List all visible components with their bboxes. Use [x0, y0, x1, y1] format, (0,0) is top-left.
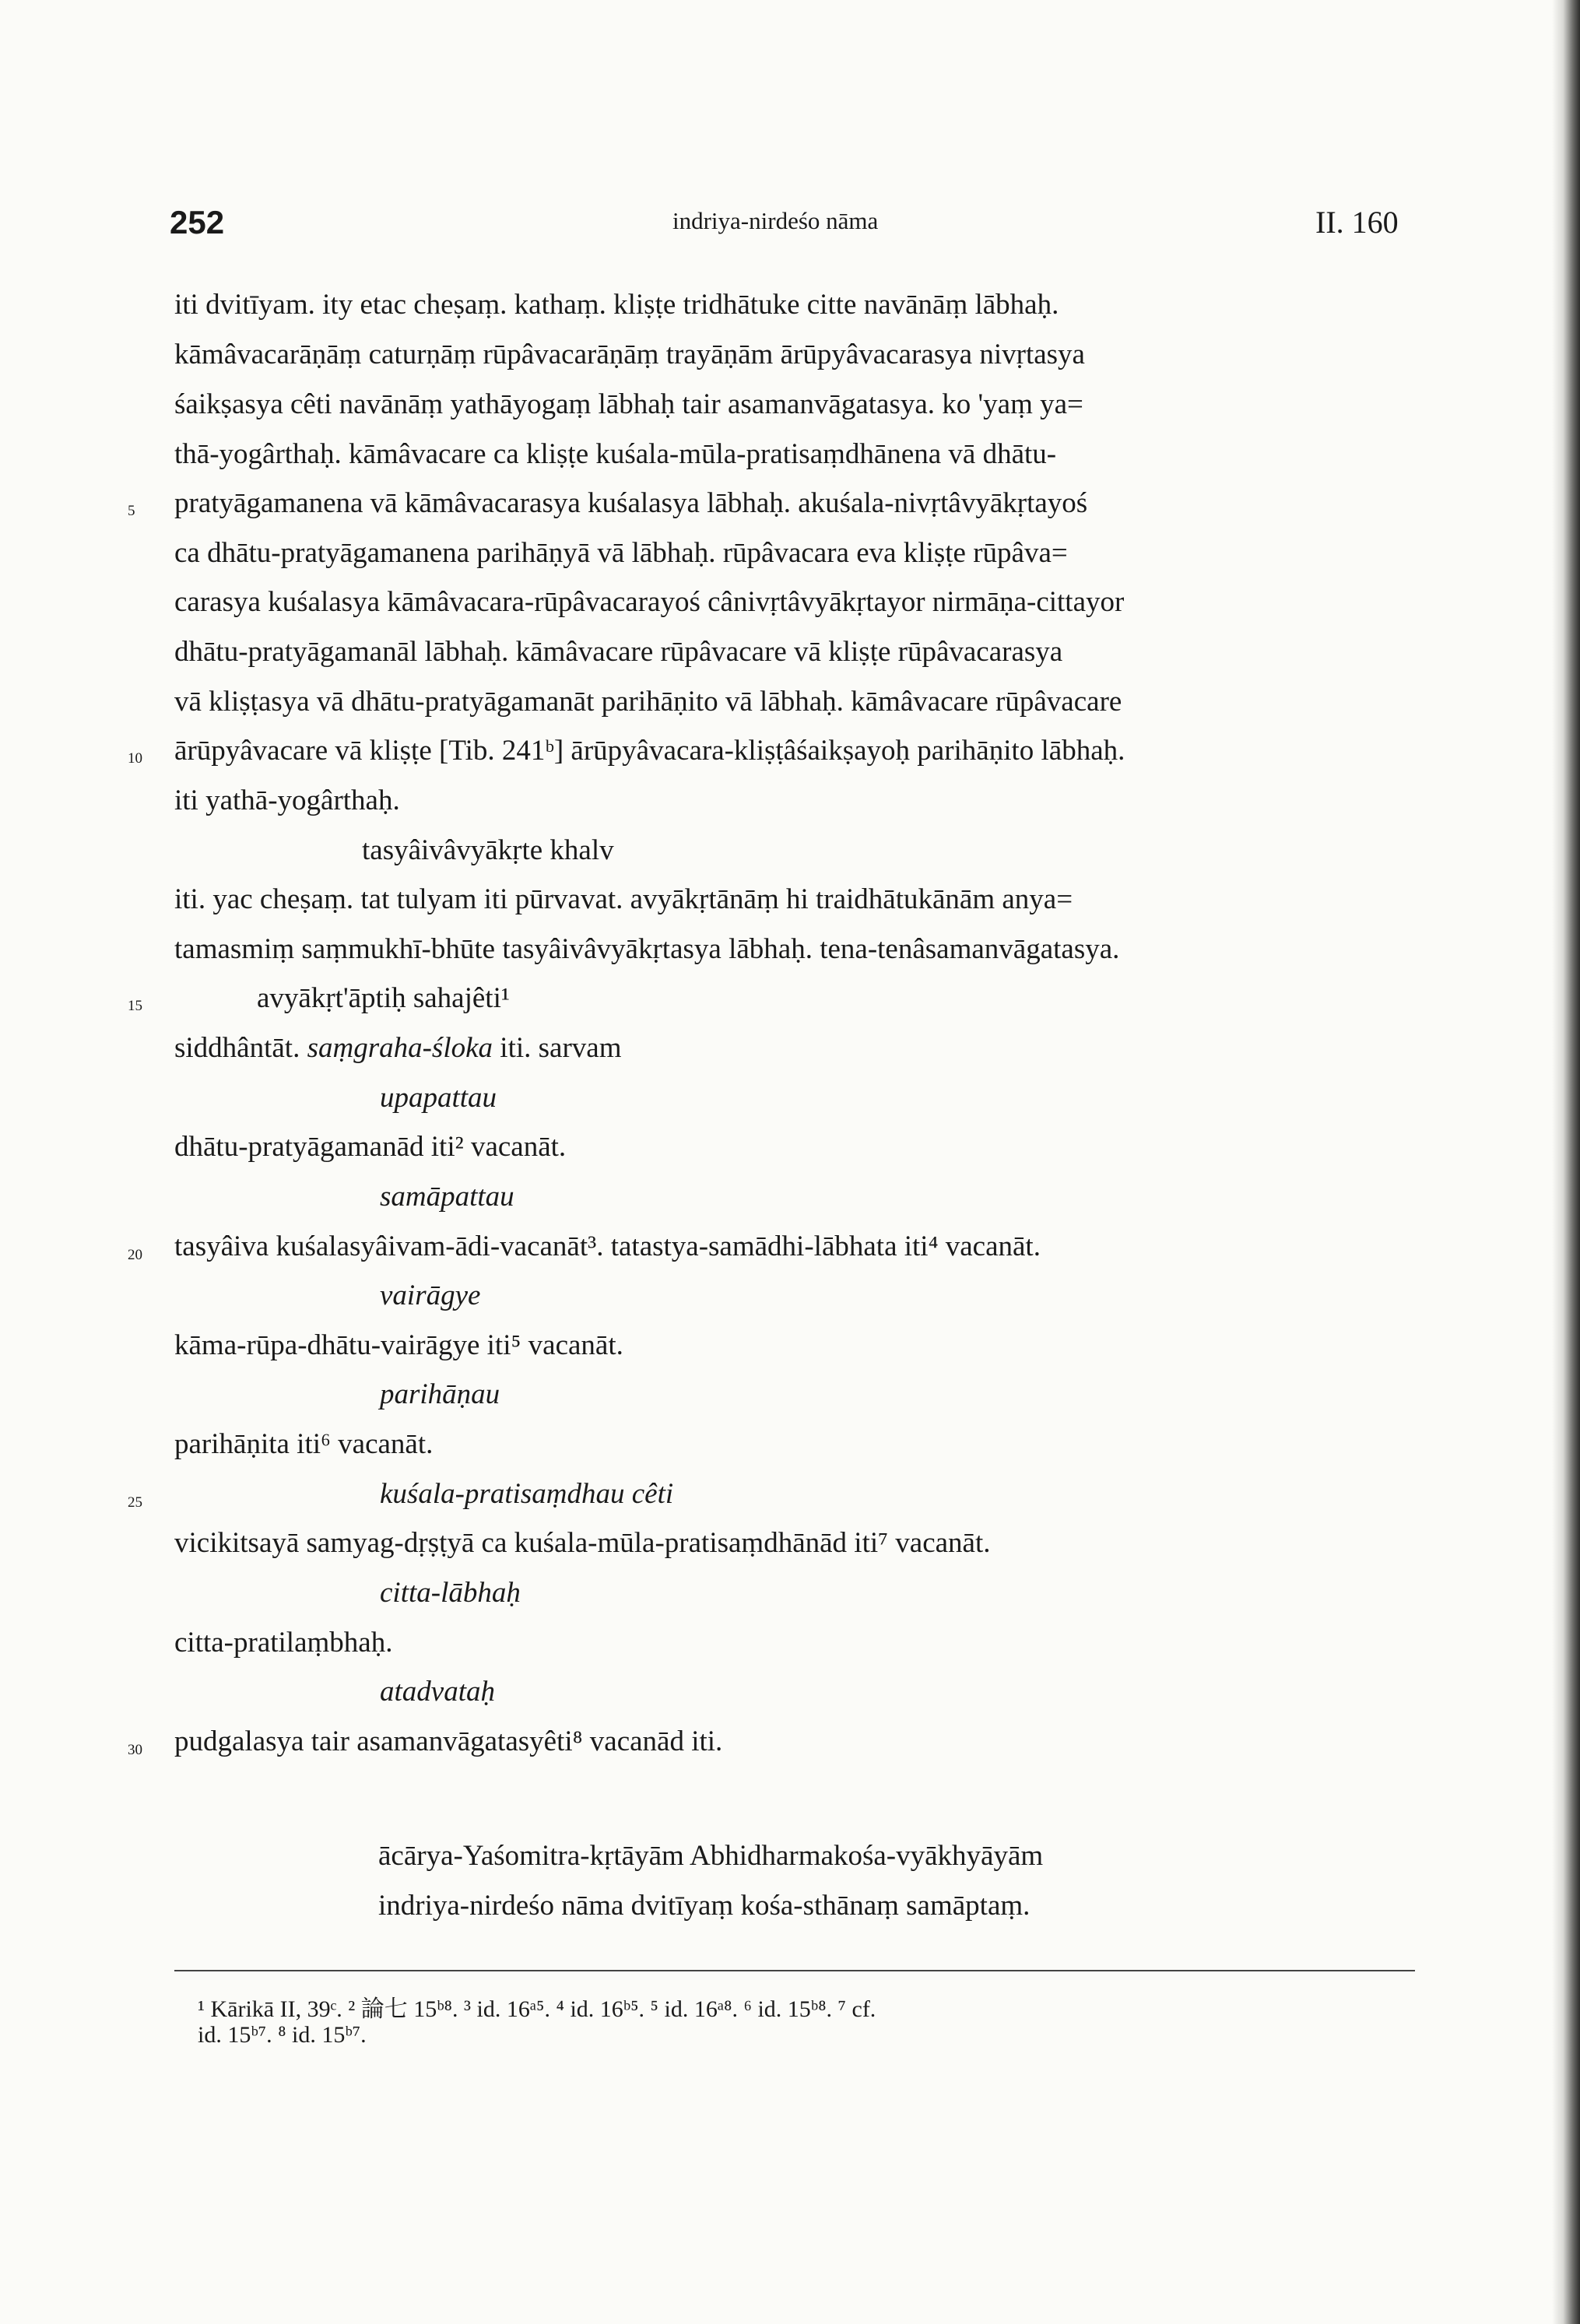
text-line	[174, 1034, 621, 1062]
italic-term: kuśala-pratisaṃdhau	[380, 1478, 625, 1510]
keyword-line: vairāgye	[380, 1280, 481, 1311]
colophon-line: ācārya-Yaśomitra-kṛtāyām Abhidharmakośa-vyākhyāyām	[378, 1840, 1044, 1872]
line-number: 10	[128, 750, 142, 767]
keyword-line	[380, 1480, 673, 1508]
text-line: pratyāgamanena vā kāmâvacarasya kuśalasya lābhaḥ. akuśala-nivṛtâvyākṛtayoś	[174, 487, 1088, 519]
text-line: pudgalasya tair asamanvāgatasyêti⁸ vacanād iti.	[174, 1725, 723, 1757]
text-line: iti yathā-yogârthaḥ.	[174, 785, 400, 816]
line-number: 5	[128, 503, 135, 519]
text-line: tamasmiṃ saṃmukhī-bhūte tasyâivâvyākṛtasya lābhaḥ. tena-tenâsamanvāgatasya.	[174, 933, 1120, 965]
line-number: 20	[128, 1247, 142, 1263]
verse-line: tasyâivâvyākṛte khalv	[362, 834, 614, 866]
text-line: vā kliṣṭasya vā dhātu-pratyāgamanāt parihāṇito vā lābhaḥ. kāmâvacare rūpâvacare	[174, 686, 1122, 718]
text-line: carasya kuśalasya kāmâvacara-rūpâvacarayoś cânivṛtâvyākṛtayor nirmāṇa-cittayor	[174, 586, 1125, 618]
italic-term: saṃgraha-śloka	[307, 1032, 493, 1064]
line-number: 15	[128, 998, 142, 1014]
text-line: parihāṇita iti⁶ vacanāt.	[174, 1428, 434, 1460]
text-line: dhātu-pratyāgamanād iti² vacanāt.	[174, 1131, 567, 1163]
text-line: tasyâiva kuśalasyâivam-ādi-vacanāt³. tatastya-samādhi-lābhata iti⁴ vacanāt.	[174, 1230, 1041, 1262]
text-line: vicikitsayā samyag-dṛṣṭyā ca kuśala-mūla-pratisaṃdhānād iti⁷ vacanāt.	[174, 1527, 991, 1559]
footnote-line: ¹ Kārikā II, 39ᶜ. ² 論七 15ᵇ⁸. ³ id. 16ᵃ⁵. ⁴ id. 16ᵇ⁵. ⁵ id. 16ᵃ⁸. ⁶ id. 15ᵇ⁸. ⁷ cf.	[198, 1996, 876, 2022]
text-line: kāmâvacarāṇāṃ caturṇāṃ rūpâvacarāṇāṃ trayāṇām ārūpyâvacarasya nivṛtasya	[174, 339, 1085, 370]
text-line: kāma-rūpa-dhātu-vairāgye iti⁵ vacanāt.	[174, 1329, 623, 1361]
text-segment: siddhântāt.	[174, 1032, 300, 1064]
text-line: thā-yogârthaḥ. kāmâvacare ca kliṣṭe kuśala-mūla-pratisaṃdhānena vā dhātu-	[174, 438, 1057, 470]
keyword-line: upapattau	[380, 1082, 497, 1114]
italic-term: cêti	[631, 1478, 674, 1510]
verse-line: avyākṛt'āptiḥ sahajêti¹	[257, 982, 510, 1014]
keyword-line: samāpattau	[380, 1181, 514, 1213]
text-line: iti dvitīyam. ity etac cheṣaṃ. kathaṃ. kliṣṭe tridhātuke citte navānāṃ lābhaḥ.	[174, 289, 1059, 321]
keyword-line: parihāṇau	[380, 1378, 500, 1410]
line-number: 30	[128, 1742, 142, 1758]
running-title: indriya-nirdeśo nāma	[672, 207, 879, 234]
text-segment: iti. sarvam	[500, 1032, 622, 1064]
text-line: iti. yac cheṣaṃ. tat tulyam iti pūrvavat. avyākṛtānāṃ hi traidhātukānām anya=	[174, 883, 1073, 915]
text-line: citta-pratilaṃbhaḥ.	[174, 1627, 393, 1659]
text-line: ca dhātu-pratyāgamanena parihāṇyā vā lābhaḥ. rūpâvacara eva kliṣṭe rūpâva=	[174, 537, 1068, 569]
page-number: 252	[170, 204, 225, 240]
text-line: ārūpyâvacare vā kliṣṭe [Tib. 241ᵇ] ārūpyâvacara-kliṣṭâśaikṣayoḥ parihāṇito lābhaḥ.	[174, 735, 1125, 767]
scan-binding-edge	[1552, 0, 1580, 2324]
text-line: dhātu-pratyāgamanāl lābhaḥ. kāmâvacare rūpâvacare vā kliṣṭe rūpâvacarasya	[174, 636, 1063, 668]
section-number: II. 160	[1315, 205, 1399, 240]
keyword-line: atadvataḥ	[380, 1676, 495, 1708]
line-number: 25	[128, 1494, 142, 1511]
footnote-divider	[174, 1970, 1415, 1971]
page-header	[0, 204, 1580, 251]
keyword-line: citta-lābhaḥ	[380, 1577, 521, 1609]
footnote-line: id. 15ᵇ⁷. ⁸ id. 15ᵇ⁷.	[198, 2022, 367, 2048]
colophon-line: indriya-nirdeśo nāma dvitīyaṃ kośa-sthānaṃ samāptaṃ.	[378, 1890, 1031, 1922]
text-line: śaikṣasya cêti navānāṃ yathāyogaṃ lābhaḥ tair asamanvāgatasya. ko 'yaṃ ya=	[174, 388, 1083, 420]
